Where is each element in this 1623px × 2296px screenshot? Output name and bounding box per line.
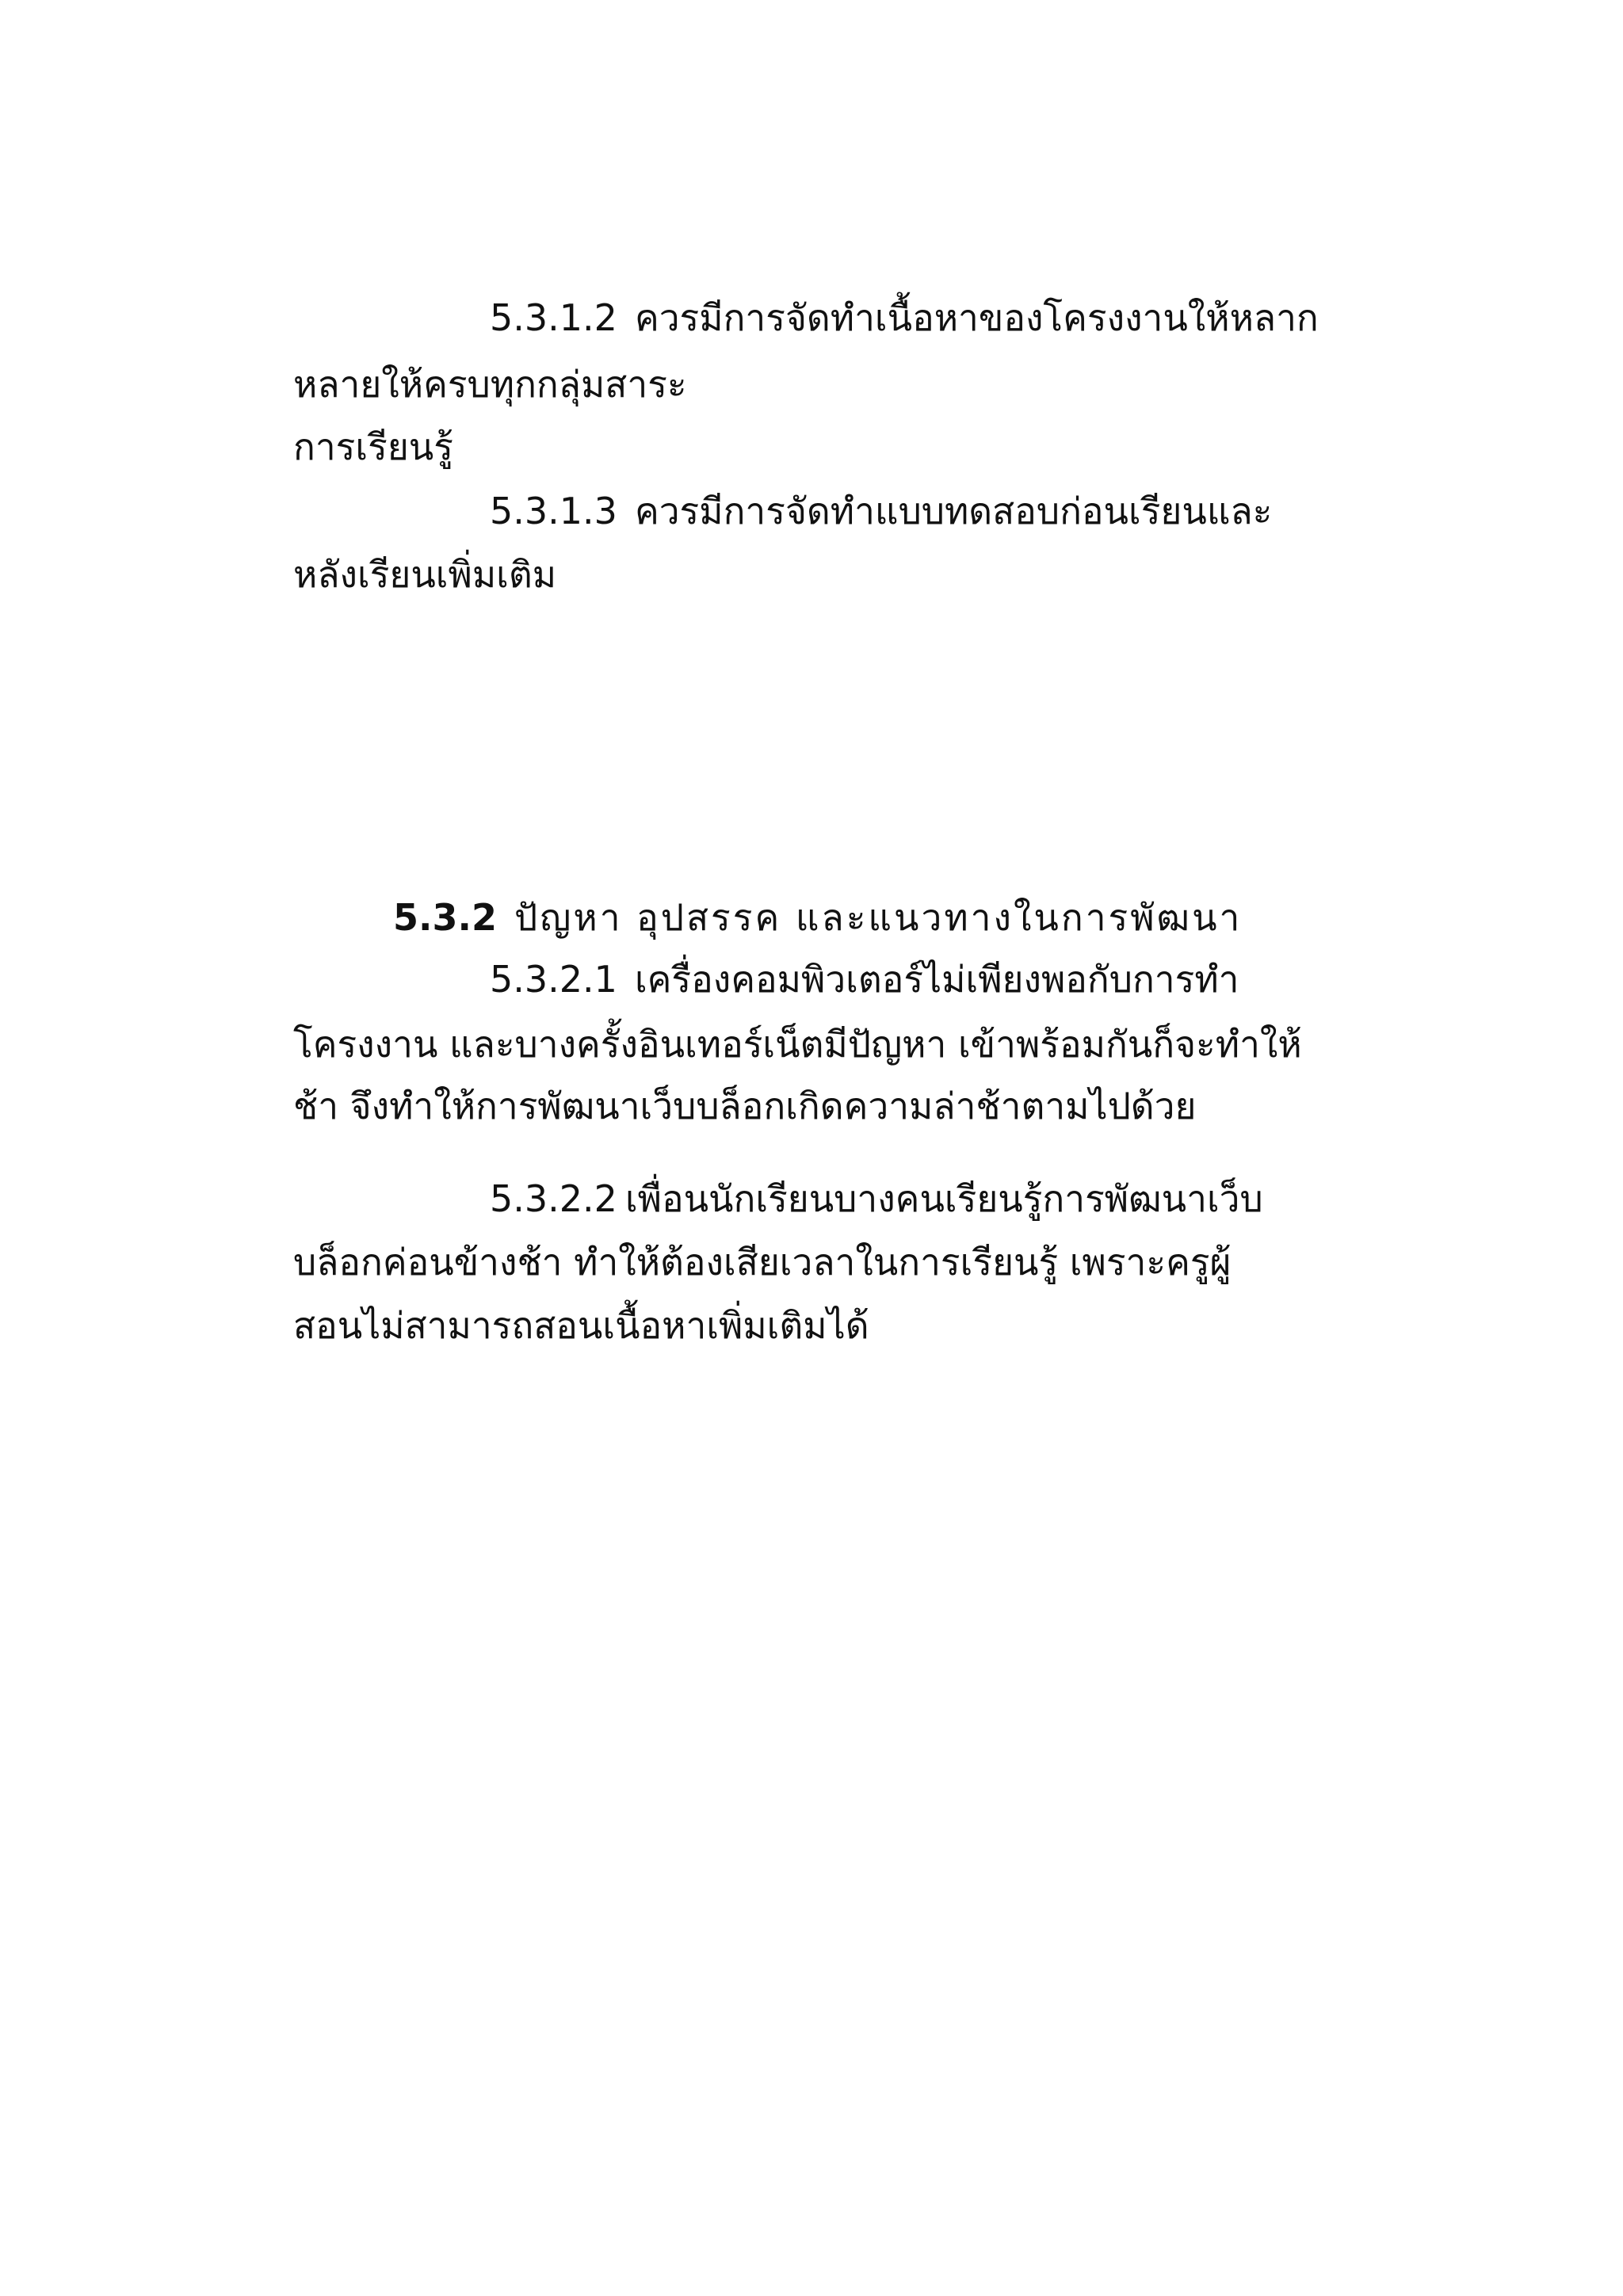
item-text: เพื่อนนักเรียนบางคนเรียนรู้การพัฒนาเว็บ	[624, 1177, 1263, 1220]
section-number: 5.3.2	[393, 896, 497, 939]
paragraph-5-3-2-2-line-2: บล็อกค่อนข้างช้า ทำให้ต้องเสียเวลาในการเรียนรู้ เพราะครูผู้	[293, 1241, 1232, 1283]
item-text: เครื่องคอมพิวเตอร์ไม่เพียงพอกับการทำ	[634, 958, 1239, 1001]
section-heading-5-3-2	[393, 896, 1243, 939]
paragraph-5-3-1-3-line-2: หลังเรียนเพิ่มเติม	[293, 553, 557, 596]
paragraph-5-3-1-2-line-3: การเรียนรู้	[293, 425, 453, 468]
paragraph-5-3-1-3-line-1	[490, 490, 1273, 532]
item-text: ควรมีการจัดทำแบบทดสอบก่อนเรียนและ	[634, 490, 1273, 532]
paragraph-5-3-2-2-line-3: สอนไม่สามารถสอนเนื้อหาเพิ่มเติมได้	[293, 1304, 869, 1347]
item-number: 5.3.2.2	[490, 1177, 617, 1220]
paragraph-5-3-2-1-line-3: ช้า จึงทำให้การพัฒนาเว็บบล็อกเกิดความล่าช้าตามไปด้วย	[293, 1085, 1197, 1127]
item-number: 5.3.1.3	[490, 490, 617, 532]
section-title: ปัญหา อุปสรรค และแนวทางในการพัฒนา	[514, 896, 1243, 939]
paragraph-5-3-1-2-line-1	[490, 296, 1319, 339]
paragraph-5-3-2-2-line-1	[490, 1177, 1263, 1220]
paragraph-5-3-2-1-line-2: โครงงาน และบางครั้งอินเทอร์เน็ตมีปัญหา เข้าพร้อมกันก็จะทำให้	[293, 1023, 1302, 1066]
paragraph-5-3-2-1-line-1	[490, 958, 1239, 1001]
item-number: 5.3.2.1	[490, 958, 617, 1001]
item-number: 5.3.1.2	[490, 296, 617, 339]
paragraph-5-3-1-2-line-2: หลายให้ครบทุกกลุ่มสาระ	[293, 363, 687, 406]
item-text: ควรมีการจัดทำเนื้อหาของโครงงานให้หลาก	[634, 296, 1319, 339]
